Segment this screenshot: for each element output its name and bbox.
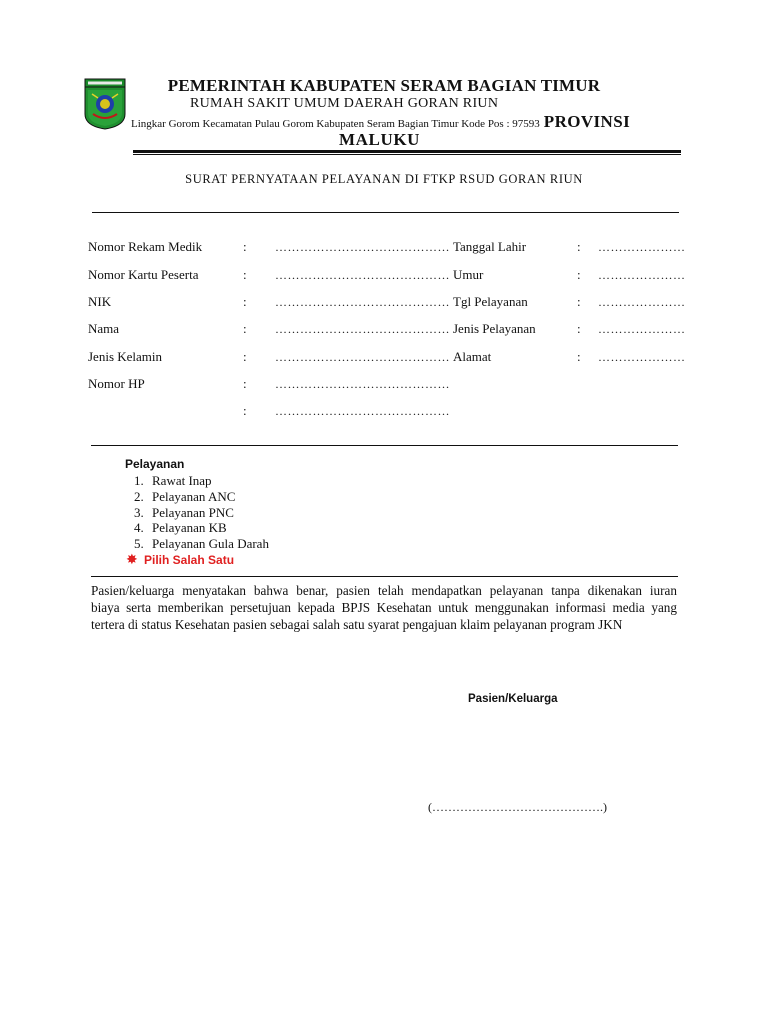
field-label-nik: NIK: [88, 294, 112, 309]
letterhead-rule-thin: [133, 154, 681, 155]
field-label-kartu-peserta: Nomor Kartu Peserta: [88, 267, 199, 282]
field-value-alamat[interactable]: …………………: [598, 350, 686, 364]
list-item-label: Pelayanan KB: [152, 520, 227, 535]
list-item-label: Pelayanan ANC: [152, 489, 236, 504]
address-text: Lingkar Gorom Kecamatan Pulau Gorom Kabupaten Seram Bagian Timur Kode Pos : 97593: [131, 118, 540, 130]
field-label-alamat: Alamat: [453, 349, 492, 364]
asterisk-icon: ✸: [126, 551, 138, 567]
field-colon: :: [577, 321, 581, 336]
services-heading: Pelayanan: [125, 457, 185, 471]
address-line: [131, 112, 630, 132]
field-colon: :: [243, 321, 247, 336]
services-divider: [91, 576, 678, 577]
fields-divider: [91, 445, 678, 446]
field-colon: :: [577, 239, 581, 254]
field-label-nama: Nama: [88, 321, 120, 336]
list-item[interactable]: [134, 473, 212, 489]
list-item[interactable]: [134, 520, 227, 536]
field-label-nomor-hp: Nomor HP: [88, 376, 145, 391]
list-item-number: 4.: [134, 520, 144, 535]
field-colon: :: [577, 267, 581, 282]
field-value-nama[interactable]: ……………………………………: [275, 322, 450, 336]
field-value-umur[interactable]: …………………: [598, 268, 686, 282]
list-item[interactable]: [134, 489, 235, 505]
select-one-note: [126, 551, 234, 568]
field-value-nomor-hp[interactable]: ……………………………………: [275, 377, 450, 391]
consent-line-1: Pasien/keluarga menyatakan bahwa benar, pasien telah mendapatkan pelayanan tanpa dikenakan iuran: [91, 583, 677, 598]
field-label-tgl-pelayanan: Tgl Pelayanan: [453, 294, 528, 309]
field-label-umur: Umur: [453, 267, 484, 282]
document-title: SURAT PERNYATAAN PELAYANAN DI FTKP RSUD GORAN RIUN: [185, 172, 583, 186]
signature-line[interactable]: (…………………………………….): [428, 800, 607, 814]
field-label-jenis-pelayanan: Jenis Pelayanan: [453, 321, 536, 336]
list-item[interactable]: [134, 505, 234, 521]
org-name: PEMERINTAH KABUPATEN SERAM BAGIAN TIMUR: [167, 76, 601, 95]
list-item-number: 3.: [134, 505, 144, 520]
field-value-kartu-peserta[interactable]: ……………………………………: [275, 268, 450, 282]
title-divider: [92, 212, 679, 213]
signature-label: Pasien/Keluarga: [468, 693, 558, 705]
letterhead-rule: [133, 150, 681, 153]
field-colon: :: [243, 294, 247, 309]
field-colon: :: [243, 349, 247, 364]
consent-line-3: tertera di status Kesehatan pasien sebagai salah satu syarat pengajuan klaim pelayanan program JKN: [91, 617, 623, 632]
field-value-nik[interactable]: ……………………………………: [275, 295, 450, 309]
field-label-jenis-kelamin: Jenis Kelamin: [88, 349, 163, 364]
field-label-tanggal-lahir: Tanggal Lahir: [453, 239, 527, 254]
field-value-tanggal-lahir[interactable]: …………………: [598, 240, 686, 254]
field-colon: :: [243, 267, 247, 282]
field-value-jenis-kelamin[interactable]: ……………………………………: [275, 350, 450, 364]
field-colon: :: [243, 376, 247, 391]
list-item-number: 5.: [134, 536, 144, 551]
field-colon: :: [243, 239, 247, 254]
list-item-label: Rawat Inap: [152, 473, 212, 488]
list-item[interactable]: [134, 536, 269, 552]
field-colon: :: [243, 403, 247, 418]
list-item-number: 1.: [134, 473, 144, 488]
field-value-jenis-pelayanan[interactable]: …………………: [598, 322, 686, 336]
list-item-label: Pelayanan Gula Darah: [152, 536, 269, 551]
province-label: PROVINSI: [543, 112, 631, 131]
field-colon: :: [577, 294, 581, 309]
select-one-label: Pilih Salah Satu: [144, 553, 235, 567]
consent-statement: [91, 582, 677, 633]
field-value-rekam-medik[interactable]: ……………………………………: [275, 240, 450, 254]
field-colon: :: [577, 349, 581, 364]
field-label-rekam-medik: Nomor Rekam Medik: [88, 239, 203, 254]
province-name: MALUKU: [339, 130, 421, 149]
list-item-number: 2.: [134, 489, 144, 504]
field-value-tgl-pelayanan[interactable]: …………………: [598, 295, 686, 309]
hospital-name: RUMAH SAKIT UMUM DAERAH GORAN RIUN: [190, 96, 499, 111]
consent-line-2: biaya serta memberikan persetujuan kepada BPJS Kesehatan untuk menggunakan informasi media yang: [91, 600, 677, 615]
list-item-label: Pelayanan PNC: [152, 505, 234, 520]
field-value-extra[interactable]: ……………………………………: [275, 404, 450, 418]
